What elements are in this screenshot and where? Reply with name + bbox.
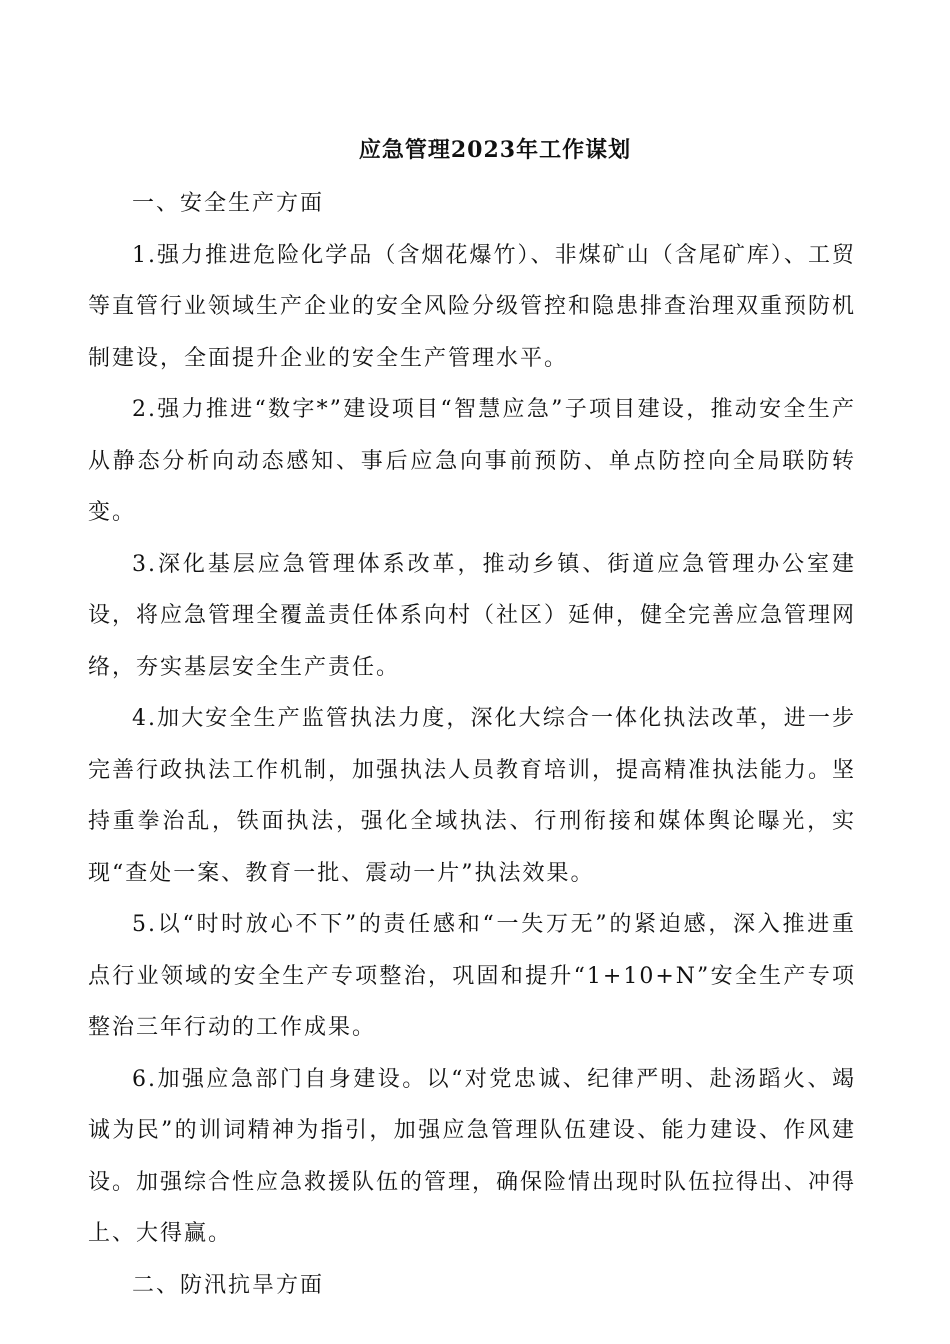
section-heading-flood: 二、防汛抗旱方面 (132, 1272, 325, 1298)
paragraph-item-4: 4.加大安全生产监管执法力度，深化大综合一体化执法改革，进一步完善行政执法工作机制，加强执法人员教育培训，提高精准执法能力。坚持重拳治乱，铁面执法，强化全域执法、行刑衔接和媒体舆论曝光，实现“查处一案、教育一批、震动一片”执法效果。 (88, 706, 857, 886)
paragraph-item-3: 3.深化基层应急管理体系改革，推动乡镇、街道应急管理办公室建设，将应急管理全覆盖责任体系向村（社区）延伸，健全完善应急管理网络，夯实基层安全生产责任。 (88, 551, 857, 680)
paragraph-item-6: 6.加强应急部门自身建设。以“对党忠诚、纪律严明、赴汤蹈火、竭诚为民”的训词精神为指引，加强应急管理队伍建设、能力建设、作风建设。加强综合性应急救援队伍的管理，确保险情出现时队伍拉得出、冲得上、大得赢。 (88, 1066, 857, 1246)
section-heading-safety: 一、安全生产方面 (132, 191, 325, 216)
paragraph-item-1: 1.强力推进危险化学品（含烟花爆竹）、非煤矿山（含尾矿库）、工贸等直管行业领域生产企业的安全风险分级管控和隐患排查治理双重预防机制建设，全面提升企业的安全生产管理水平。 (88, 242, 857, 371)
document-body (88, 178, 856, 1311)
document-title: 应急管理2023年工作谋划 (358, 137, 632, 163)
paragraph-item-5: 5.以“时时放心不下”的责任感和“一失万无”的紧迫感，深入推进重点行业领域的安全生产专项整治，巩固和提升“1+10+N”安全生产专项整治三年行动的工作成果。 (88, 912, 856, 1040)
paragraph-item-2: 2.强力推进“数字*”建设项目“智慧应急”子项目建设，推动安全生产从静态分析向动态感知、事后应急向事前预防、单点防控向全局联防转变。 (88, 397, 856, 525)
